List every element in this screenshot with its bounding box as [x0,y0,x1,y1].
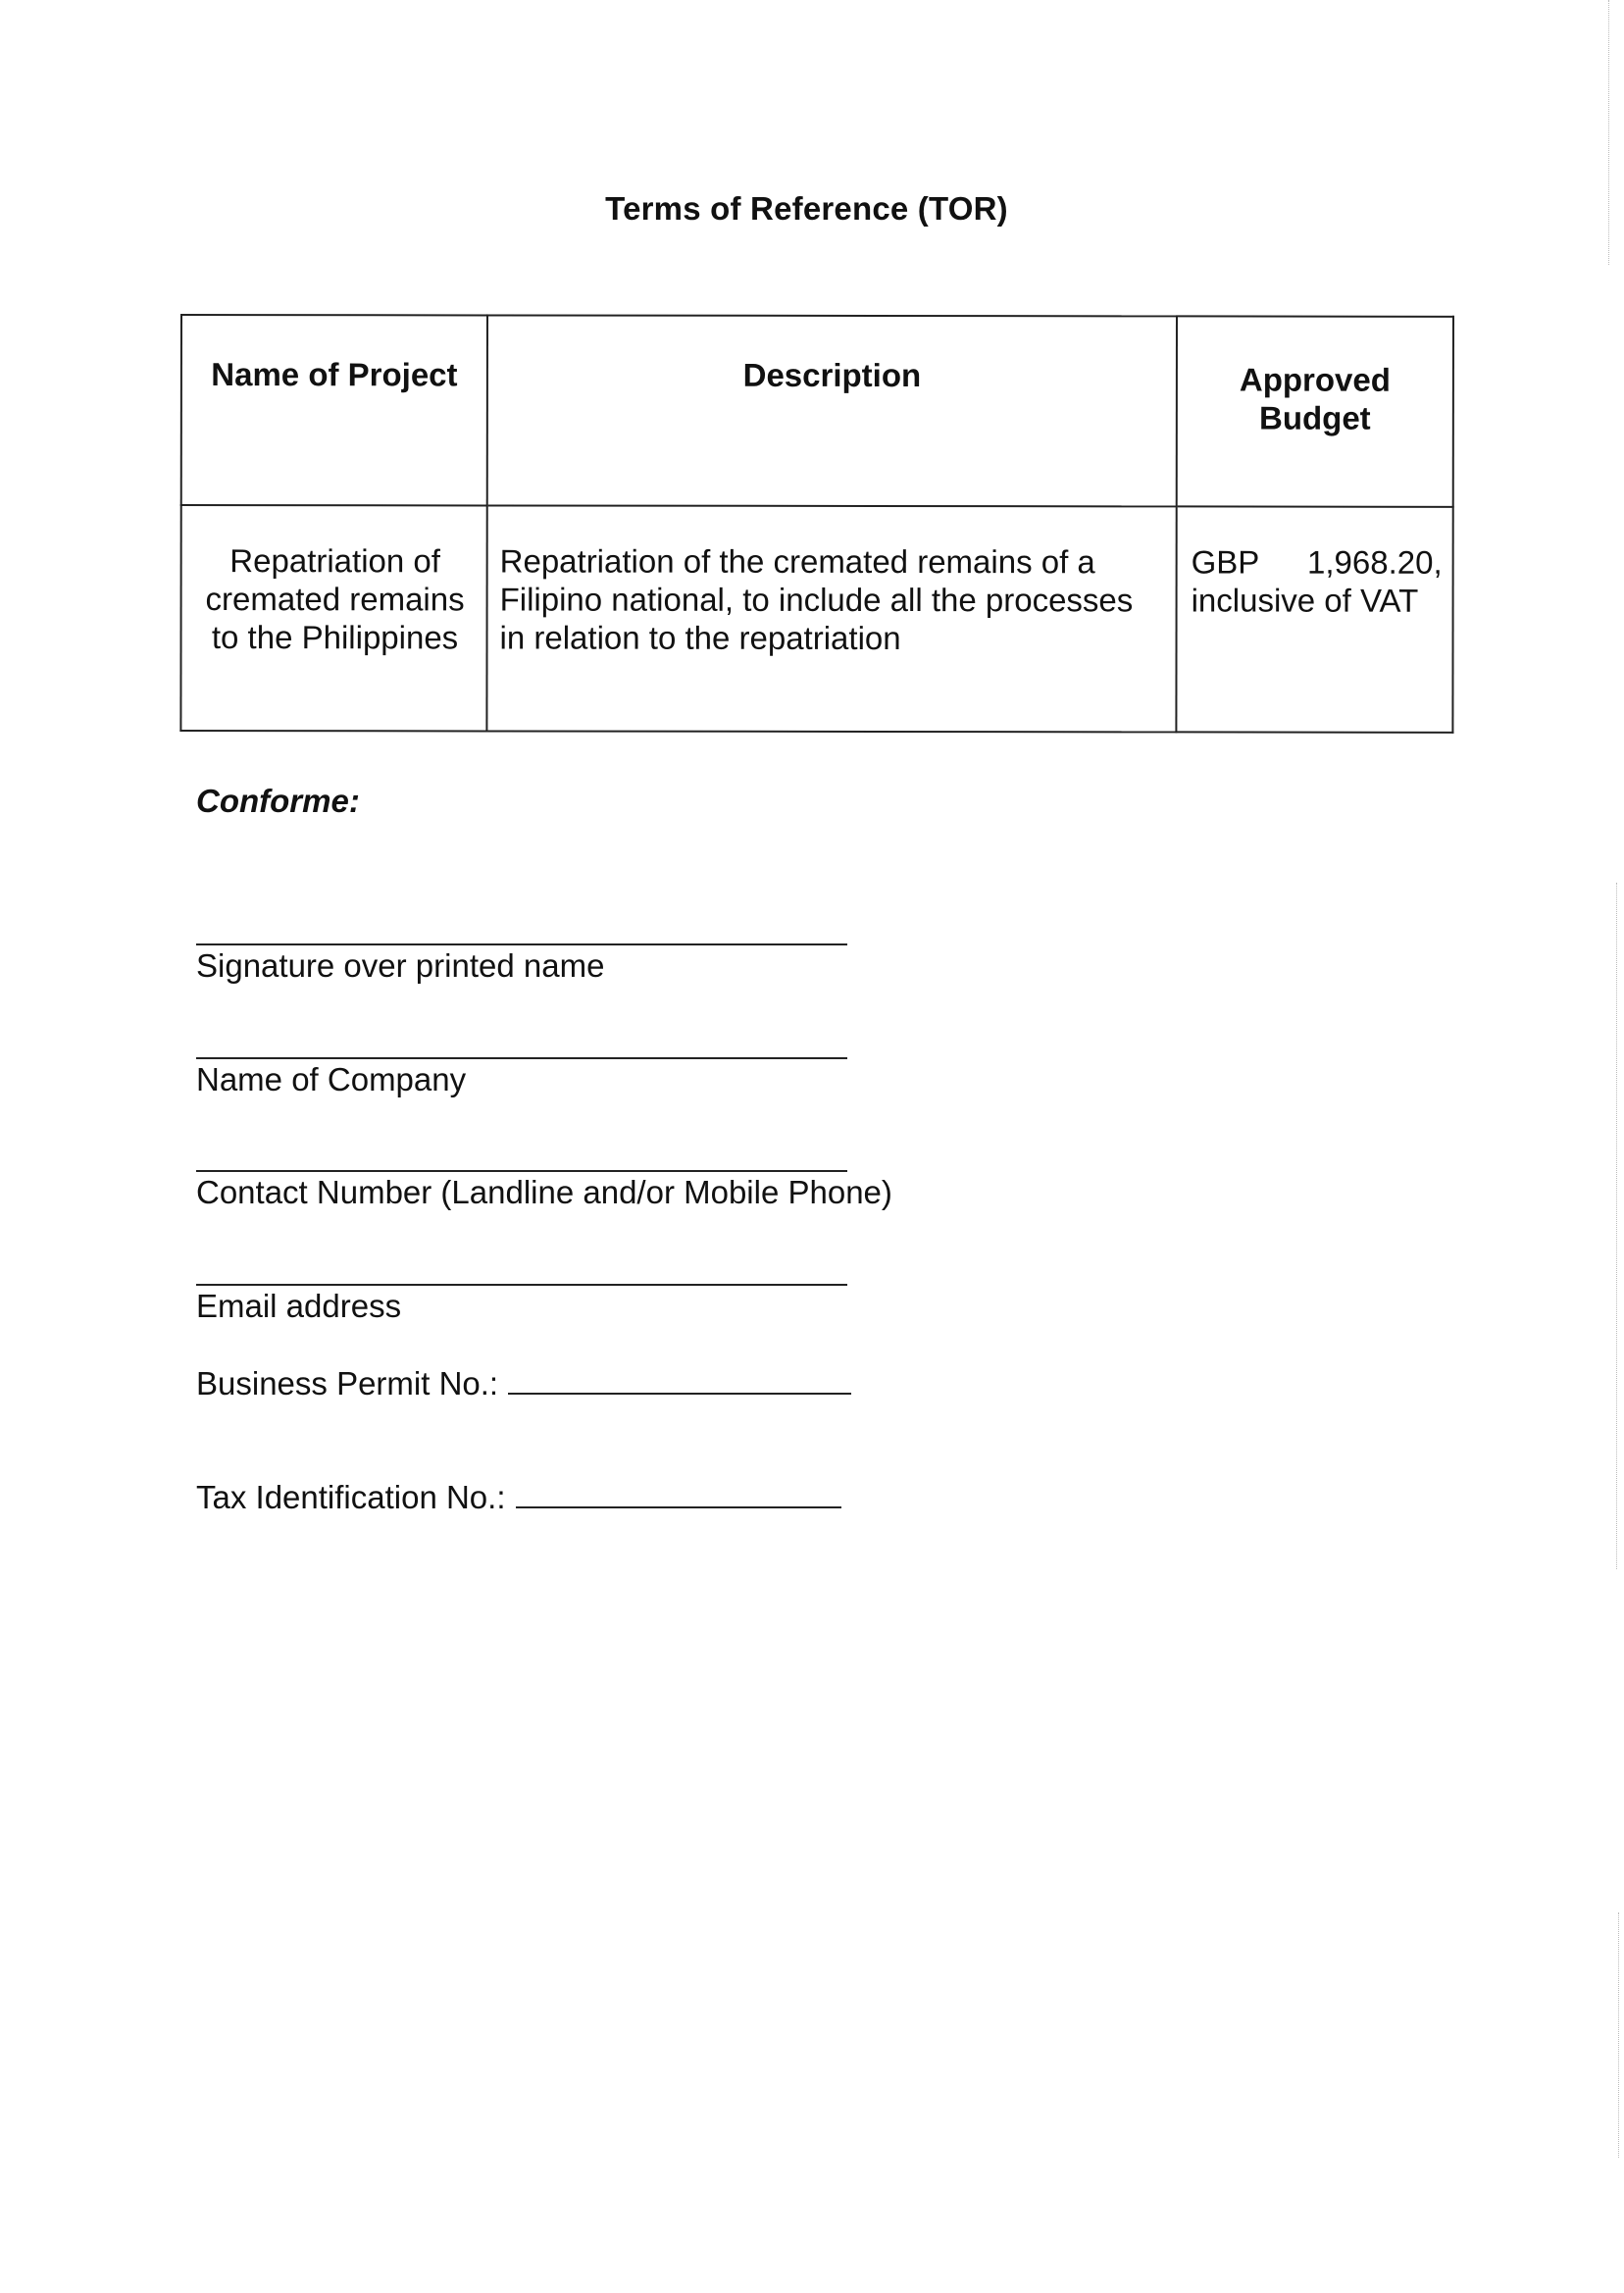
scan-edge-mark-bottom [1618,1912,1619,2158]
cell-project-name: Repatriation of cremated remains to the Philippines [180,505,486,731]
header-approved-budget [1177,316,1453,506]
tin-label: Tax Identification No.: [196,1479,506,1515]
header-description: Description [487,315,1177,506]
budget-amount-line [1192,542,1443,581]
business-permit-blank[interactable] [508,1363,851,1395]
company-label: Name of Company [196,1061,467,1097]
table-header-row [181,315,1453,507]
conforme-heading: Conforme: [196,783,360,819]
tin-field [196,1477,841,1516]
business-permit-field [196,1363,851,1402]
contact-label: Contact Number (Landline and/or Mobile Phone) [196,1174,892,1210]
tor-table [179,314,1454,734]
page-title: Terms of Reference (TOR) [605,190,1008,227]
header-name-of-project: Name of Project [181,315,487,505]
budget-currency: GBP [1191,543,1260,581]
scan-edge-mark-top [1608,0,1609,265]
scan-edge-mark-middle [1616,883,1617,1569]
business-permit-label: Business Permit No.: [196,1365,499,1401]
signature-label: Signature over printed name [196,947,605,984]
budget-note: inclusive of VAT [1191,582,1419,619]
signature-line[interactable] [196,943,847,945]
cell-approved-budget [1176,506,1452,732]
company-line[interactable] [196,1057,847,1059]
tin-blank[interactable] [516,1477,841,1508]
header-budget-line1: Approved [1239,361,1391,398]
budget-amount: 1,968.20, [1306,543,1443,581]
cell-description: Repatriation of the cremated remains of a Filipino national, to include all the processes in relation to the repatriation [486,505,1176,732]
header-budget-line2: Budget [1258,399,1371,436]
email-label: Email address [196,1288,402,1324]
table-row [180,505,1452,733]
email-line[interactable] [196,1284,847,1286]
contact-line[interactable] [196,1170,847,1172]
